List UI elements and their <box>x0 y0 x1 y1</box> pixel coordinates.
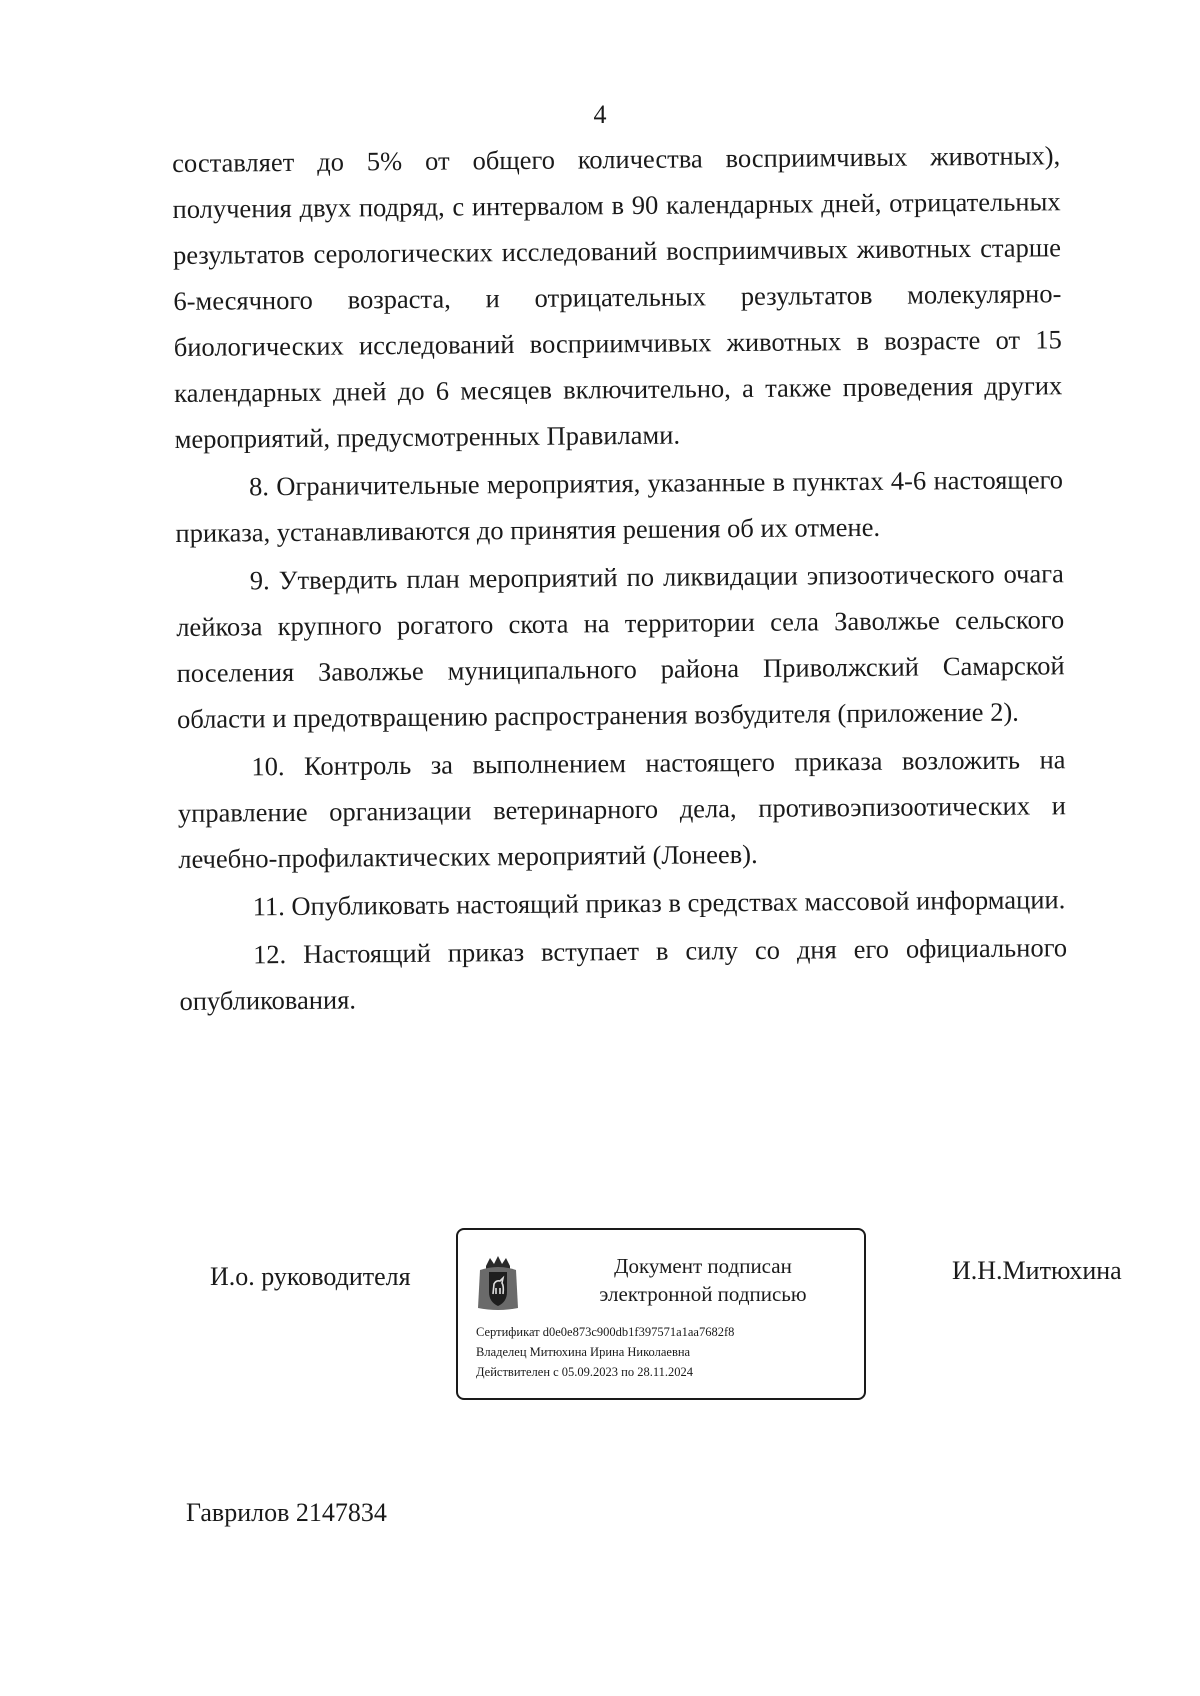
stamp-title <box>568 1252 838 1308</box>
stamp-details <box>476 1322 734 1382</box>
stamp-title-line2: электронной подписью <box>599 1282 807 1306</box>
paragraph-item-12: 12. Настоящий приказ вступает в силу со дня его официального опубликования. <box>179 932 1068 1016</box>
stamp-owner: Владелец Митюхина Ирина Николаевна <box>476 1345 691 1359</box>
electronic-signature-stamp <box>456 1228 866 1400</box>
executor-line: Гаврилов 2147834 <box>186 1498 387 1527</box>
paragraph-item-8: 8. Ограничительные мероприятия, указанные в пунктах 4-6 настоящего приказа, устанавливаются до принятия решения об их отмене. <box>175 464 1064 548</box>
order-body <box>172 132 1068 1026</box>
stamp-certificate: Сертификат d0e0e873c900db1f397571a1aa7682f8 <box>476 1325 735 1339</box>
paragraph-item-11: 11. Опубликовать настоящий приказ в средствах массовой информации. <box>252 884 1066 922</box>
page-number: 4 <box>593 100 607 129</box>
stamp-validity: Действителен с 05.09.2023 по 28.11.2024 <box>476 1365 694 1379</box>
paragraph-continuation: составляет до 5% от общего количества восприимчивых животных), получения двух подряд, с интервалом в 90 календарных дней, отрицательных результатов серологических исследований восприимчивых животных старше 6-месячного возраста, и отрицательных результатов молекулярно-биологических исследований восприимчивых животных в возрасте от 15 календарных дней до 6 месяцев включительно, а также проведения других мероприятий, предусмотренных Правилами. <box>172 140 1063 454</box>
samara-coat-of-arms-icon <box>476 1254 520 1312</box>
signatory-name: И.Н.Митюхина <box>952 1256 1122 1285</box>
stamp-title-line1: Документ подписан <box>614 1254 792 1278</box>
paragraph-item-10: 10. Контроль за выполнением настоящего приказа возложить на управление организации ветеринарного дела, противоэпизоотических и лечебно-профилактических мероприятий (Лонеев). <box>177 744 1066 874</box>
signatory-role: И.о. руководителя <box>210 1262 411 1291</box>
paragraph-item-9: 9. Утвердить план мероприятий по ликвидации эпизоотического очага лейкоза крупного рогатого скота на территории села Заволжье сельского поселения Заволжье муниципального района Приволжский Самарской области и предотвращению распространения возбудителя (приложение 2). <box>176 558 1065 734</box>
